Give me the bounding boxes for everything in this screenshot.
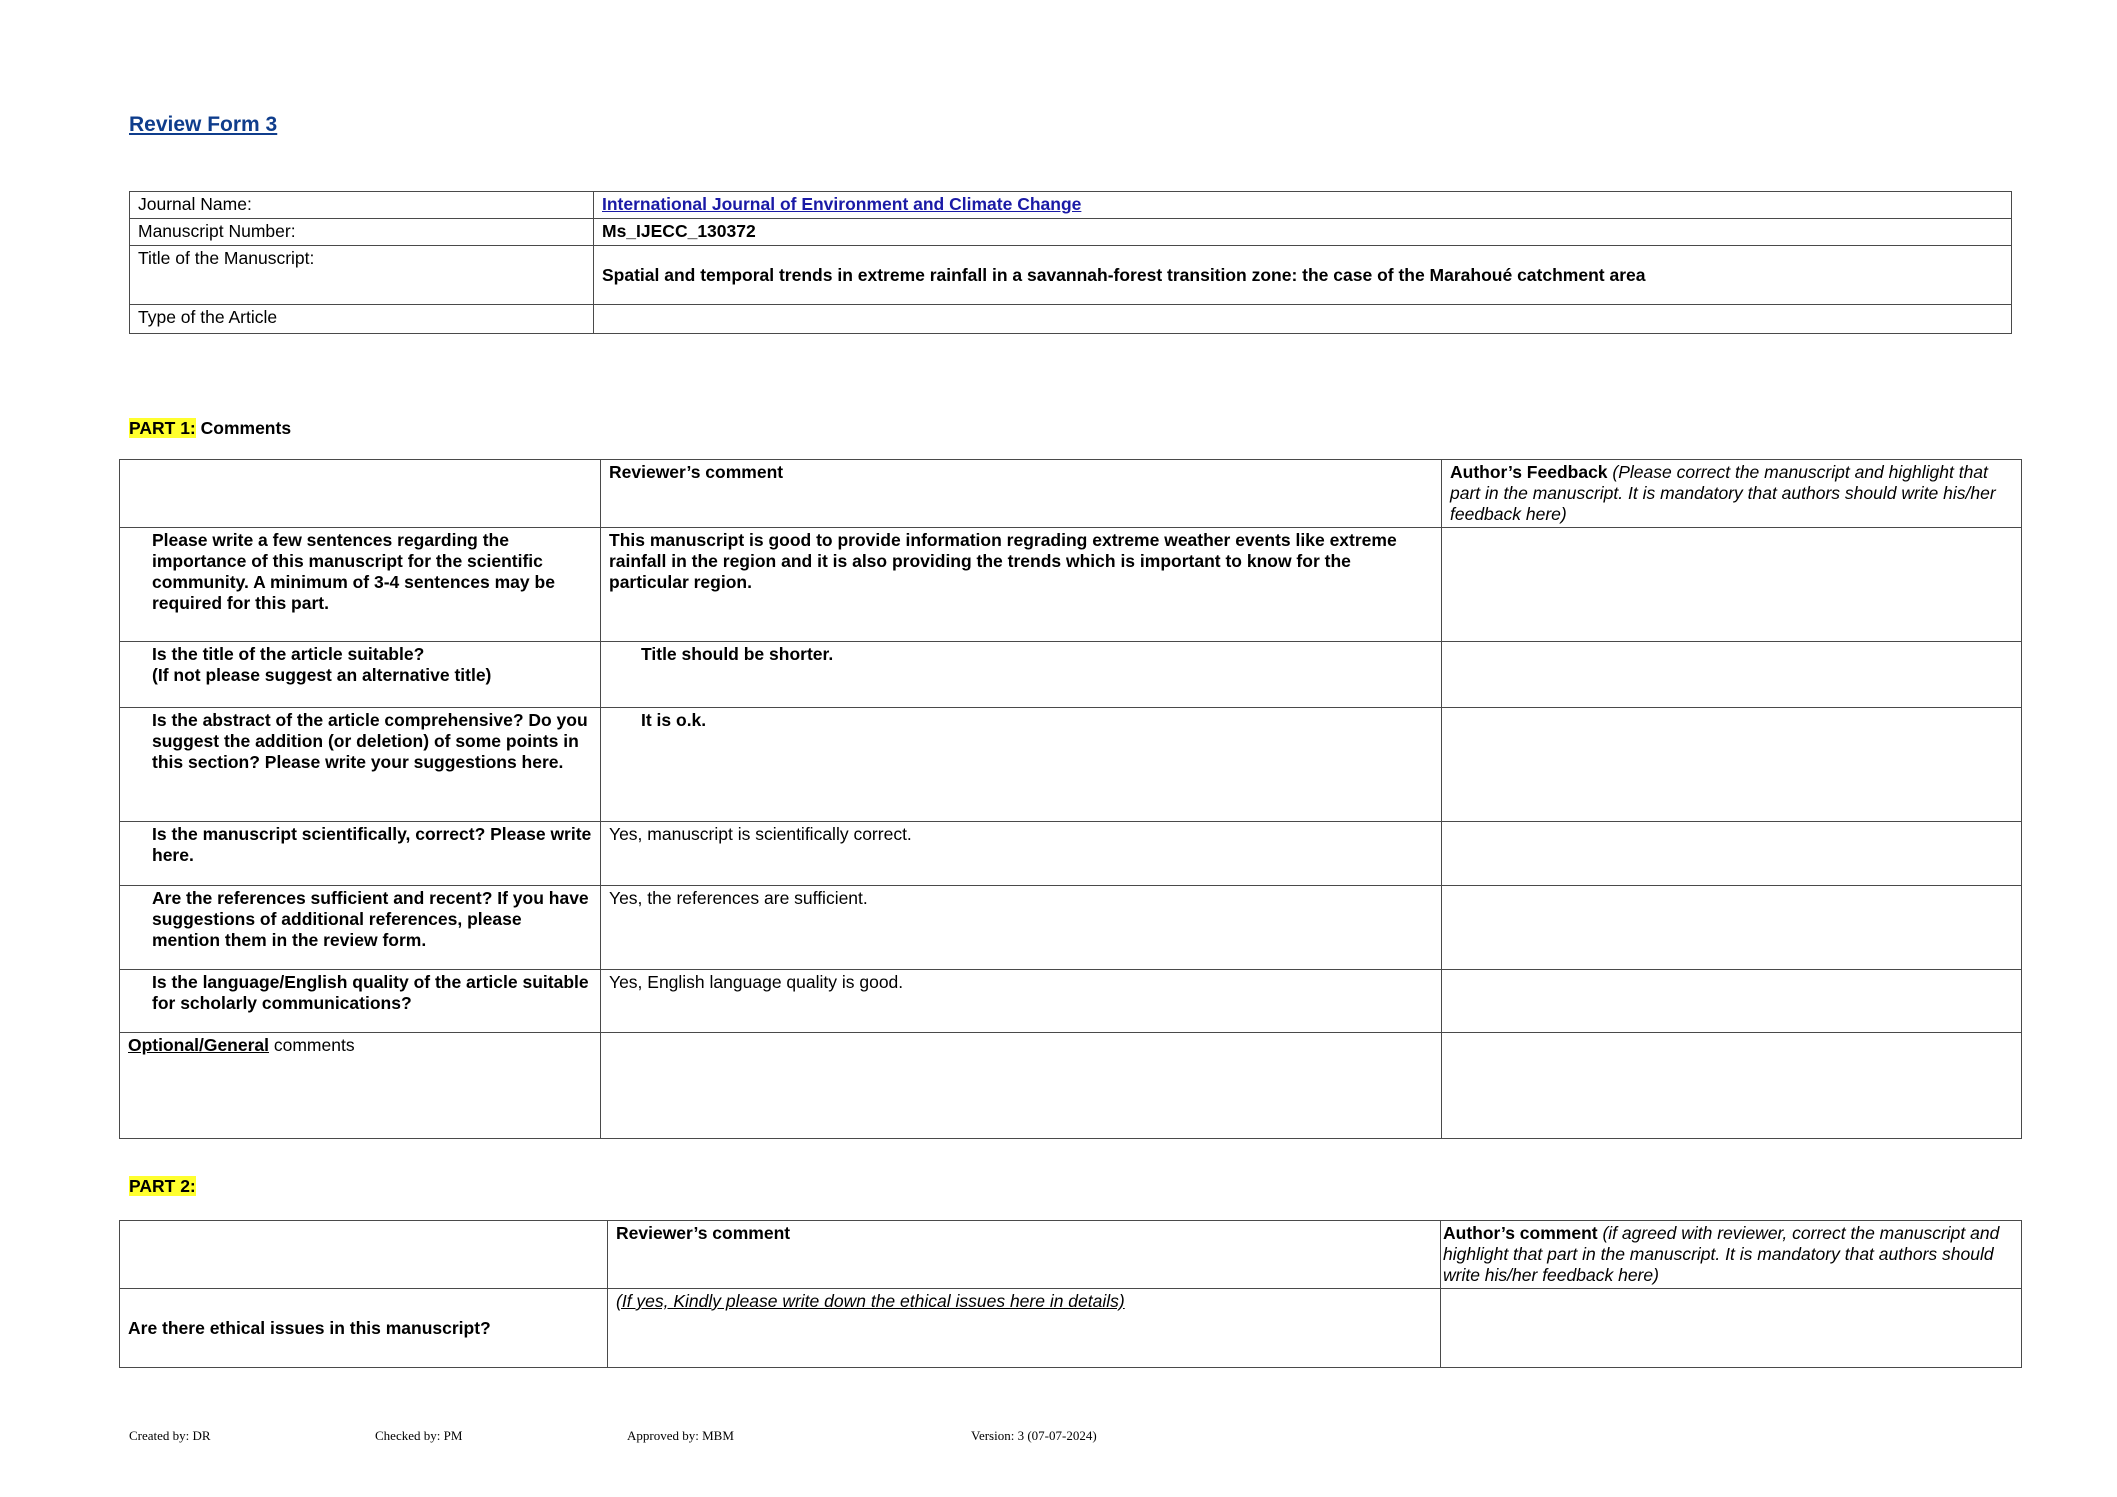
question-scientific: Is the manuscript scientifically, correct? Please write here. <box>120 822 601 886</box>
manuscript-number-label: Manuscript Number: <box>130 219 594 246</box>
part1-header-row <box>120 460 2022 528</box>
table-row <box>120 822 2022 886</box>
part1-comments-table <box>119 459 2022 1139</box>
part2-label: PART 2: <box>129 1176 196 1196</box>
table-row <box>120 970 2022 1033</box>
article-type-row <box>130 305 2012 334</box>
table-row <box>120 708 2022 822</box>
question-title-line2: (If not please suggest an alternative title) <box>152 665 492 685</box>
question-language: Is the language/English quality of the article suitable for scholarly communications? <box>120 970 601 1033</box>
part1-header-reviewer: Reviewer’s comment <box>601 460 1442 528</box>
part1-subtitle: Comments <box>195 418 292 438</box>
part1-header-author-note: (Please correct the manuscript and highlight that part in the manuscript. It is mandatory that authors should write his/her feedback here) <box>1450 462 1996 524</box>
footer-version: Version: 3 (07-07-2024) <box>971 1428 1097 1443</box>
comment-title: Title should be shorter. <box>601 642 1442 708</box>
comment-references: Yes, the references are sufficient. <box>601 886 1442 970</box>
part1-header-author <box>1442 460 2022 528</box>
ethics-question: Are there ethical issues in this manuscript? <box>120 1289 608 1368</box>
table-row <box>120 528 2022 642</box>
manuscript-title-value: Spatial and temporal trends in extreme rainfall in a savannah-forest transition zone: the case of the Marahoué catchment area <box>594 246 2012 305</box>
author-feedback-references[interactable] <box>1442 886 2022 970</box>
journal-link[interactable]: International Journal of Environment and Climate Change <box>602 194 1082 214</box>
form-title: Review Form 3 <box>129 113 278 136</box>
optional-comments-author[interactable] <box>1442 1033 2022 1139</box>
author-feedback-scientific[interactable] <box>1442 822 2022 886</box>
ethics-row <box>120 1289 2022 1368</box>
part1-heading <box>129 418 291 439</box>
journal-label: Journal Name: <box>130 192 594 219</box>
footer-checked-by: Checked by: PM <box>375 1428 463 1443</box>
part1-header-author-title: Author’s Feedback <box>1450 462 1608 482</box>
part2-header-author-note: (if agreed with reviewer, correct the manuscript and highlight that part in the manuscript. It is mandatory that authors should write his/her feedback here) <box>1443 1223 2000 1285</box>
comment-language: Yes, English language quality is good. <box>601 970 1442 1033</box>
part2-ethics-table <box>119 1220 2022 1368</box>
article-type-label: Type of the Article <box>130 305 594 334</box>
author-feedback-abstract[interactable] <box>1442 708 2022 822</box>
author-feedback-title[interactable] <box>1442 642 2022 708</box>
optional-comments-label <box>120 1033 601 1139</box>
optional-comments-row <box>120 1033 2022 1139</box>
manuscript-info-table <box>129 191 2012 334</box>
article-type-value <box>594 305 2012 334</box>
optional-general-label: Optional/General <box>128 1035 269 1055</box>
question-title-line1: Is the title of the article suitable? <box>152 644 425 664</box>
manuscript-title-row <box>130 246 2012 305</box>
question-title <box>120 642 601 708</box>
part2-header-reviewer: Reviewer’s comment <box>608 1221 1441 1289</box>
journal-row <box>130 192 2012 219</box>
manuscript-number-row <box>130 219 2012 246</box>
author-feedback-importance[interactable] <box>1442 528 2022 642</box>
comment-abstract: It is o.k. <box>601 708 1442 822</box>
manuscript-number-value: Ms_IJECC_130372 <box>594 219 2012 246</box>
part1-label: PART 1: <box>129 418 196 438</box>
part2-header-row <box>120 1221 2022 1289</box>
question-importance: Please write a few sentences regarding the importance of this manuscript for the scientific community. A minimum of 3-4 sentences may be required for this part. <box>120 528 601 642</box>
table-row <box>120 886 2022 970</box>
footer-created-by: Created by: DR <box>129 1428 211 1443</box>
part2-heading <box>129 1176 196 1197</box>
part2-header-author-title: Author’s comment <box>1443 1223 1598 1243</box>
ethics-author-comment[interactable] <box>1441 1289 2022 1368</box>
part2-header-author <box>1441 1221 2022 1289</box>
manuscript-title-label: Title of the Manuscript: <box>130 246 594 305</box>
optional-comments-reviewer[interactable] <box>601 1033 1442 1139</box>
optional-comments-word: comments <box>269 1035 355 1055</box>
question-references: Are the references sufficient and recent? If you have suggestions of additional references, please mention them in the review form. <box>120 886 601 970</box>
footer-approved-by: Approved by: MBM <box>627 1428 734 1443</box>
table-row <box>120 642 2022 708</box>
question-abstract: Is the abstract of the article comprehensive? Do you suggest the addition (or deletion) of some points in this section? Please write your suggestions here. <box>120 708 601 822</box>
author-feedback-language[interactable] <box>1442 970 2022 1033</box>
part1-header-blank <box>120 460 601 528</box>
ethics-comment: (If yes, Kindly please write down the ethical issues here in details) <box>608 1289 1441 1368</box>
comment-importance: This manuscript is good to provide information regrading extreme weather events like extreme rainfall in the region and it is also providing the trends which is important to know for the particular region. <box>601 528 1442 642</box>
comment-scientific: Yes, manuscript is scientifically correct. <box>601 822 1442 886</box>
part2-header-blank <box>120 1221 608 1289</box>
